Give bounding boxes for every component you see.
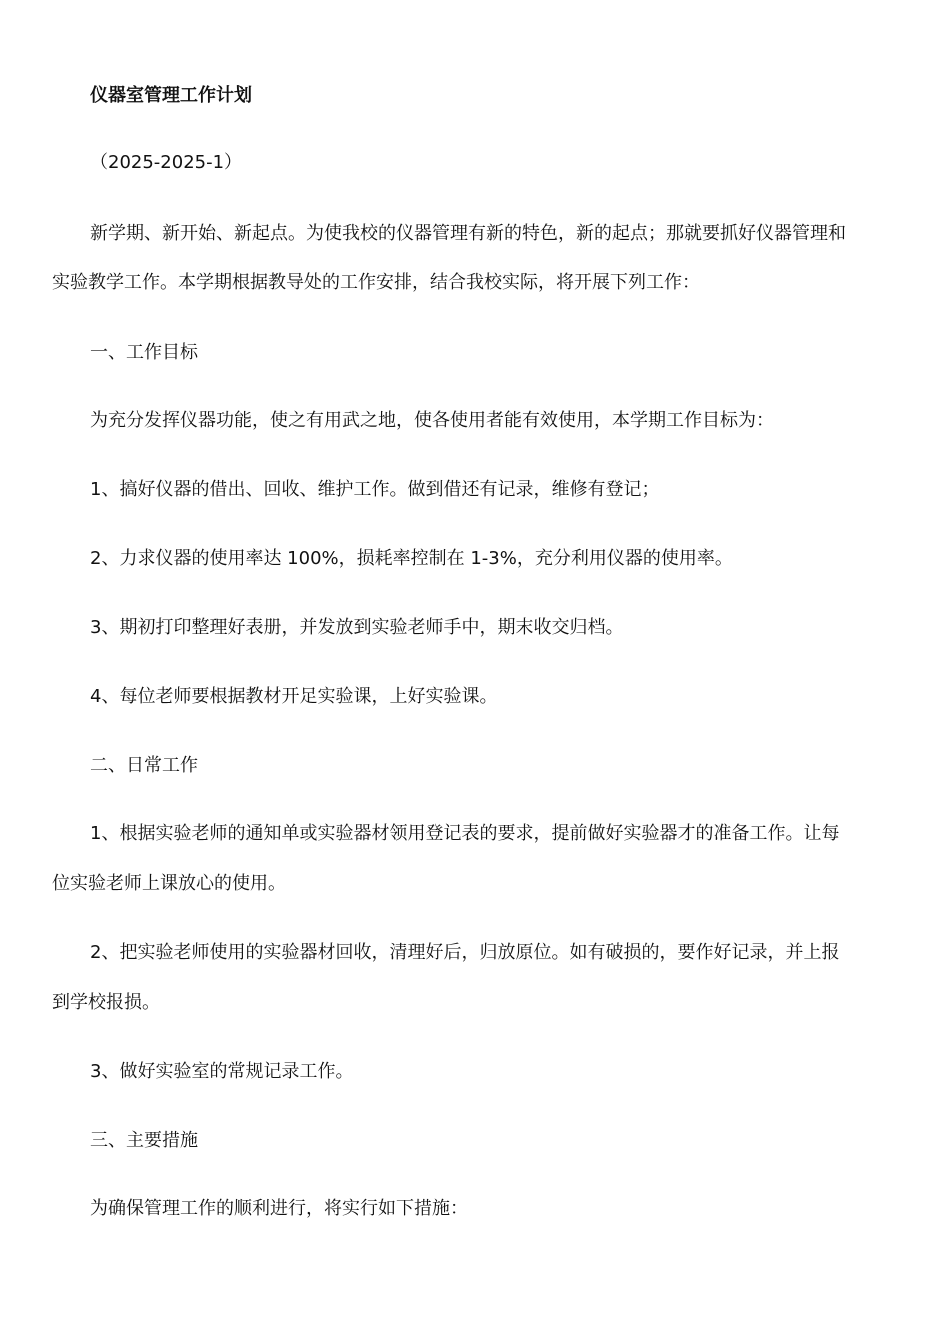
goal-item-3: 3、期初打印整理好表册，并发放到实验老师手中，期末收交归档。 xyxy=(90,617,624,638)
section-heading-goals: 一、工作目标 xyxy=(90,342,198,363)
section-heading-daily-work: 二、日常工作 xyxy=(90,755,198,776)
goal-item-4: 4、每位老师要根据教材开足实验课，上好实验课。 xyxy=(90,686,498,707)
section-heading-measures: 三、主要措施 xyxy=(90,1130,198,1151)
daily-item-2-line-2: 到学校报损。 xyxy=(52,992,160,1013)
daily-item-2-line-1: 2、把实验老师使用的实验器材回收，清理好后，归放原位。如有破损的，要作好记录，并上报 xyxy=(90,942,840,963)
paragraph-intro-line-1: 新学期、新开始、新起点。为使我校的仪器管理有新的特色，新的起点；那就要抓好仪器管理和 xyxy=(90,223,846,244)
daily-item-3: 3、做好实验室的常规记录工作。 xyxy=(90,1061,354,1082)
goal-item-2: 2、力求仪器的使用率达 100%，损耗率控制在 1-3%，充分利用仪器的使用率。 xyxy=(90,548,733,569)
daily-item-1-line-2: 位实验老师上课放心的使用。 xyxy=(52,873,286,894)
paragraph-goals-intro: 为充分发挥仪器功能，使之有用武之地，使各使用者能有效使用，本学期工作目标为： xyxy=(90,410,774,431)
daily-item-1-line-1: 1、根据实验老师的通知单或实验器材领用登记表的要求，提前做好实验器才的准备工作。让每 xyxy=(90,823,840,844)
paragraph-intro-line-2: 实验教学工作。本学期根据教导处的工作安排，结合我校实际，将开展下列工作： xyxy=(52,272,700,293)
paragraph-measures-intro: 为确保管理工作的顺利进行，将实行如下措施： xyxy=(90,1198,468,1219)
goal-item-1: 1、搞好仪器的借出、回收、维护工作。做到借还有记录，维修有登记； xyxy=(90,479,660,500)
document-subtitle: （2025-2025-1） xyxy=(90,152,243,173)
document-title: 仪器室管理工作计划 xyxy=(90,85,252,106)
